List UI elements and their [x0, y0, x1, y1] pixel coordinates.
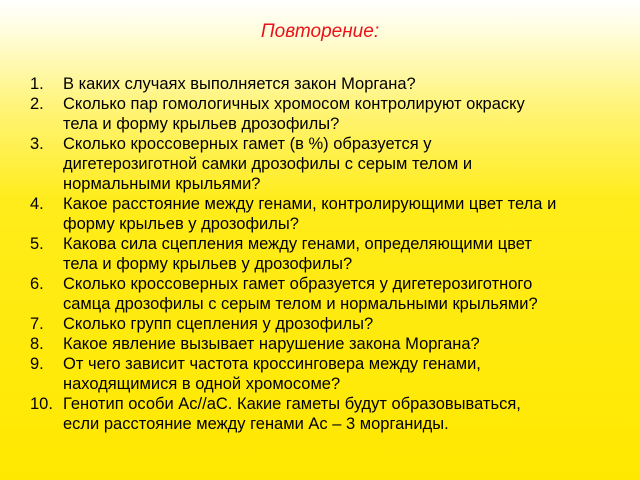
question-item-3 [30, 134, 638, 194]
question-item-4 [30, 194, 638, 234]
question-text-line: Сколько кроссоверных гамет (в %) образуется у [63, 135, 432, 153]
question-text-line: Сколько кроссоверных гамет образуется у дигетерозиготного [63, 275, 533, 293]
question-text-line: Генотип особи Ас//аС. Какие гаметы будут образовываться, [63, 395, 521, 413]
slide-title: Повторение: [260, 21, 380, 42]
question-number: 10. [30, 395, 53, 413]
question-text-line: Какова сила сцепления между генами, определяющими цвет [63, 235, 532, 253]
question-item-5 [30, 234, 638, 274]
question-text-line: От чего зависит частота кроссинговера между генами, [63, 355, 481, 373]
question-item-1 [30, 74, 638, 94]
question-number: 1. [30, 75, 44, 93]
question-item-9 [30, 354, 638, 394]
question-text-line: Сколько групп сцепления у дрозофилы? [63, 315, 374, 333]
question-text-line: Какое расстояние между генами, контролирующими цвет тела и [63, 195, 557, 213]
question-text-line: Какое явление вызывает нарушение закона Моргана? [63, 335, 480, 353]
question-number: 7. [30, 315, 44, 333]
question-text-line: В каких случаях выполняется закон Моргана? [63, 75, 416, 93]
question-item-2 [30, 94, 638, 134]
question-text-line: самца дрозофилы с серым телом и нормальными крыльями? [63, 295, 538, 313]
question-text-line: нормальными крыльями? [63, 175, 261, 193]
question-number: 2. [30, 95, 44, 113]
question-text-line: Сколько пар гомологичных хромосом контролируют окраску [63, 95, 525, 113]
question-text-line: находящимися в одной хромосоме? [63, 375, 341, 393]
question-item-7 [30, 314, 638, 334]
question-number: 9. [30, 355, 44, 373]
question-number: 5. [30, 235, 44, 253]
question-text-line: дигетерозиготной самки дрозофилы с серым телом и [63, 155, 473, 173]
question-number: 3. [30, 135, 44, 153]
question-text-line: форму крыльев у дрозофилы? [63, 215, 299, 233]
question-item-10 [30, 394, 638, 434]
question-item-8 [30, 334, 638, 354]
question-text-line: тела и форму крыльев у дрозофилы? [63, 255, 353, 273]
question-text-line: тела и форму крыльев дрозофилы? [63, 115, 340, 133]
question-number: 6. [30, 275, 44, 293]
question-number: 8. [30, 335, 44, 353]
question-item-6 [30, 274, 638, 314]
question-number: 4. [30, 195, 44, 213]
question-list [30, 74, 638, 434]
question-text-line: если расстояние между генами Ас – 3 морганиды. [63, 415, 449, 433]
